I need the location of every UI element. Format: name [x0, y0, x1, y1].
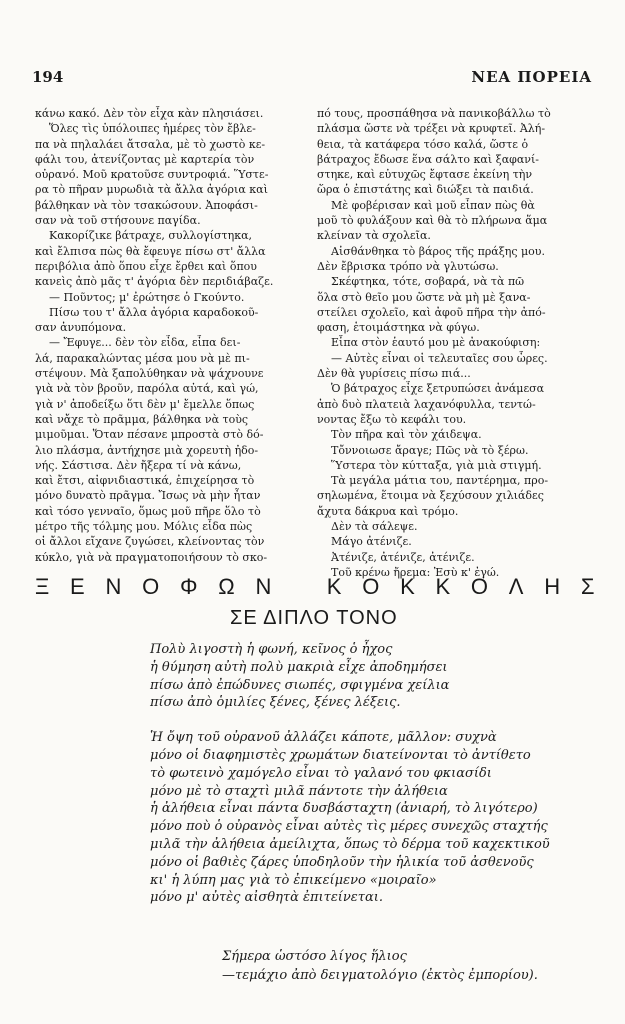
text-line: πα νὰ πηλαλάει ἄτσαλα, μὲ τὸ χωστὸ κε- [35, 137, 266, 151]
author-letter: Ν [255, 574, 272, 599]
text-line: στέψουν. Μὰ ξαπολύθηκαν νὰ ψάχνουνε [35, 367, 264, 381]
author-letter: Ο [362, 574, 380, 599]
text-line: Ὅλες τὶς ὑπόλοιπες ἡμέρες τὸν ἔβλε- [49, 122, 256, 136]
text-line: Δὲν θὰ γυρίσεις πίσω πιά... [317, 367, 471, 381]
text-line: μόνο δυνατὸ πρᾶγμα. Ἴσως νὰ μὴν ἦταν [35, 489, 261, 503]
author-letter: Ω [218, 574, 235, 599]
text-line: μέτρο τῆς τόλμης μου. Μόλις εἶδα πὼς [35, 520, 253, 534]
text-line: καὶ τόσο γενναῖο, ὅμως μοῦ πῆρε ὅλο τὸ [35, 504, 261, 518]
author-letter: Ξ [35, 574, 50, 599]
author-letter: Κ [326, 574, 342, 599]
text-line: Μὲ φοβέρισαν καὶ μοῦ εἶπαν πὼς θὰ [331, 198, 535, 212]
poem-line: μιλᾶ τὴν ἀλήθεια ἀμείλιχτα, ὅπως τὸ δέρμα τοῦ καχεκτικοῦ [150, 836, 550, 852]
poem-stanza-2 [150, 729, 550, 907]
text-line: νοντας ἔξω τὸ κεφάλι του. [317, 412, 467, 426]
poem-line: Ἡ ὄψη τοῦ οὐρανοῦ ἀλλάζει κάποτε, μᾶλλον: συχνὰ [150, 730, 497, 746]
text-line: κανεὶς ἀπὸ μᾶς τ' ἀγόρια δὲν περιδιάβαζε. [35, 275, 274, 289]
author-letter: Λ [508, 574, 524, 599]
poem-line: μόνο οἱ βαθιὲς ζάρες ὑποδηλοῦν τὴν ἡλικία τοῦ ἀσθενοῦς [150, 854, 534, 870]
text-line: Τοῦ κρένω ἤρεμα: Ἐσὺ κ' ἐγώ. [331, 565, 500, 579]
prose-right-column [317, 106, 593, 580]
poem-stanza-1 [150, 641, 550, 712]
poem-line: ἡ ἀλήθεια εἶναι πάντα δυσβάσταχτη (ἀνιαρή, τὸ λιγότερο) [150, 801, 538, 817]
journal-title: ΝΕΑ ΠΟΡΕΙΑ [471, 68, 592, 86]
text-line: καὶ ἔτσι, αἰφνιδιαστικά, ἐπιχείρησα τὸ [35, 474, 255, 488]
page-number: 194 [32, 68, 64, 86]
text-line: βάλθηκαν νὰ τὸν τσακώσουν. Ἀποφάσι- [35, 198, 258, 212]
poem-line: κι' ἡ λύπη μας γιὰ τὸ ἐπικείμενο «μοιραῖο» [150, 872, 437, 888]
poem-line: πίσω ἀπὸ ὁμιλίες ξένες, ξένες λέξεις. [150, 695, 401, 711]
text-line: Ἀτένιζε, ἀτένιζε, ἀτένιζε. [331, 550, 475, 564]
text-line: Ὕστερα τὸν κύτταξα, γιὰ μιὰ στιγμή. [331, 458, 542, 472]
text-line: ρα τὸ πῆραν μυρωδιὰ τὰ ἄλλα ἀγόρια καὶ [35, 183, 268, 197]
poem-title: ΣΕ ΔΙΠΛΟ ΤΟΝΟ [230, 607, 398, 629]
text-line: ὥρα ὁ ἐπιστάτης καὶ διώξει τὰ παιδιά. [317, 183, 534, 197]
text-line: κάνω κακό. Δὲν τὸν εἶχα κὰν πλησιάσει. [35, 107, 264, 120]
text-line: μοῦ τὸ φυλάξουν καὶ θὰ τὸ πλήρωνα ἅμα [317, 214, 548, 228]
text-line: θεια, τὰ κατάφερα τόσο καλά, ὥστε ὁ [317, 137, 529, 151]
text-line: — Ποῦντος; μ' ἐρώτησε ὁ Γκούντο. [49, 290, 245, 304]
poem-line: μόνο ποὺ ὁ οὐρανὸς εἶναι αὐτὲς τὶς μέρες συνεχῶς σταχτής [150, 819, 548, 835]
author-letter: Ο [470, 574, 489, 599]
text-line: περιβόλια ἀπὸ ὅπου εἶχε ἔρθει καὶ ὅπου [35, 259, 257, 273]
text-line: λά, παρακαλώντας μέσα μου νὰ μὲ πι- [35, 351, 250, 365]
text-line: ὅλα στὸ θεῖο μου ὥστε νὰ μὴ μὲ ξανα- [317, 290, 531, 304]
text-line: βάτραχος ἔδωσε ἕνα σάλτο καὶ ξαφανί- [317, 152, 539, 166]
text-line: Τὰ μεγάλα μάτια του, παντέρημα, προ- [331, 474, 549, 488]
text-line: κύκλο, γιὰ νὰ πραγματοποιήσουν τὸ σκο- [35, 550, 268, 564]
text-line: Τὄννοιωσε ἄραγε; Πῶς νὰ τὸ ξέρω. [331, 443, 529, 457]
author-letter: Κ [435, 574, 451, 599]
text-line: ἀπὸ δυὸ πλατειὰ λαχανόφυλλα, τεντώ- [317, 397, 536, 411]
poem-line: μόνο μ' αὐτὲς αἰσθητὰ ἐπιτείνεται. [150, 890, 383, 906]
text-line: σαν ἀνυπόμονα. [35, 321, 127, 335]
author-letter: Ν [105, 574, 122, 599]
author-letter: Η [544, 574, 561, 599]
author-letter: Ε [70, 574, 85, 599]
text-line: οὐρανό. Μοῦ κρατοῦσε συντροφιά. Ὕστε- [35, 168, 269, 182]
text-line: φαση, ἑτοιμάστηκα νὰ φύγω. [317, 321, 480, 335]
poem-closing [222, 947, 538, 985]
poem-body [150, 641, 550, 907]
text-line: σηλωμένα, ἕτοιμα νὰ ξεχύσουν χιλιάδες [317, 489, 544, 503]
prose-left-column [35, 106, 311, 565]
poem-line: Σήμερα ὡστόσο λίγος ἥλιος [222, 949, 407, 964]
text-line: γιὰ νὰ τὸν βροῦν, παρόλα αὐτά, καὶ γώ, [35, 382, 259, 396]
author-letter: Φ [179, 574, 198, 599]
poem-line: —τεμάχιο ἀπὸ δειγματολόγιο (ἐκτὸς ἐμπορίου). [222, 968, 538, 983]
text-line: ἄχυτα δάκρυα καὶ τρόμο. [317, 504, 459, 518]
text-line: στείλει σχολεῖο, καὶ ἀφοῦ πῆρα τὴν ἀπό- [317, 305, 546, 319]
text-line: Μάγο ἀτένιζε. [331, 535, 412, 549]
text-line: πό τους, προσπάθησα νὰ πανικοβάλλω τὸ [317, 107, 551, 120]
text-line: Πίσω του τ' ἄλλα ἀγόρια καραδοκοῦ- [49, 305, 259, 319]
text-line: Εἶπα στὸν ἑαυτό μου μὲ ἀνακούφιση: [331, 336, 541, 350]
text-line: σαν νὰ τοῦ στήσουνε παγίδα. [35, 214, 201, 228]
text-line: Τὸν πῆρα καὶ τὸν χάιδεψα. [331, 428, 482, 442]
text-line: γιὰ ν' ἀποδείξω ὅτι δὲν μ' ἔμελλε ὅπως [35, 397, 255, 411]
text-line: κλείναν τὰ σχολεῖα. [317, 229, 431, 243]
text-line: φάλι του, ἀτενίζοντας μὲ καρτερία τὸν [35, 152, 255, 166]
text-line: Δὲν τὰ σάλεψε. [331, 520, 418, 534]
text-line: καὶ νἄχε τὸ πρᾶμμα, βάλθηκα νὰ τοὺς [35, 412, 249, 426]
author-letter: Κ [400, 574, 415, 599]
text-line: οἱ ἄλλοι εἴχανε ζυγώσει, κλείνοντας τὸν [35, 535, 265, 549]
poem-line: μόνο οἱ διαφημιστὲς χρωμάτων διατείνονται τὸ ἀντίθετο [150, 747, 531, 763]
text-line: Κακορίζικε βάτραχε, συλλογίστηκα, [49, 229, 253, 243]
text-line: στηκε, καὶ εὐτυχῶς ἔφτασε ἐκείνη τὴν [317, 168, 533, 182]
author-name [35, 574, 595, 600]
author-letter [292, 574, 306, 600]
text-line: — Αὐτὲς εἶναι οἱ τελευταῖες σου ὧρες. [331, 351, 548, 365]
text-line: καὶ ἔλπισα πὼς θὰ ἔφευγε πίσω στ' ἄλλα [35, 244, 266, 258]
text-line: Δὲν ἔβρισκα τρόπο νὰ γλυτώσω. [317, 259, 499, 273]
poem-line: πίσω ἀπὸ ἐπώδυνες σιωπές, σφιγμένα χείλια [150, 677, 450, 693]
text-line: λιο πλάσμα, ἀντήχησε μιὰ χορευτὴ ἠδο- [35, 443, 259, 457]
text-line: μιμοῦμαι. Ὅταν πέσανε μπροστὰ στὸ δό- [35, 428, 264, 442]
poem-line: ἡ θύμηση αὐτὴ πολὺ μακριὰ εἶχε ἀποδημήσει [150, 659, 448, 675]
text-line: πλάσμα ὥστε νὰ τρέξει νὰ κρυφτεῖ. Ἀλή- [317, 122, 546, 136]
text-line: — Ἔφυγε... δὲν τὸν εἶδα, εἶπα δει- [49, 336, 241, 350]
poem-line: τὸ φωτεινὸ χαμόγελο εἶναι τὸ γαλανό του φκιασίδι [150, 765, 492, 781]
author-letter: Ο [142, 574, 160, 599]
poem-line: Πολὺ λιγοστὴ ἡ φωνή, κεῖνος ὁ ἦχος [150, 642, 393, 657]
text-line: Σκέφτηκα, τότε, σοβαρά, νὰ τὰ πῶ [331, 275, 525, 289]
poem-line: μόνο μὲ τὸ σταχτὶ μιλᾶ πάντοτε τὴν ἀλήθεια [150, 783, 448, 799]
text-line: νής. Σάστισα. Δὲν ἤξερα τί νὰ κάνω, [35, 458, 242, 472]
text-line: Αἰσθάνθηκα τὸ βάρος τῆς πράξης μου. [331, 244, 545, 258]
author-letter: Σ [580, 574, 595, 599]
text-line: Ὁ βάτραχος εἶχε ξετρυπώσει ἀνάμεσα [331, 382, 545, 396]
